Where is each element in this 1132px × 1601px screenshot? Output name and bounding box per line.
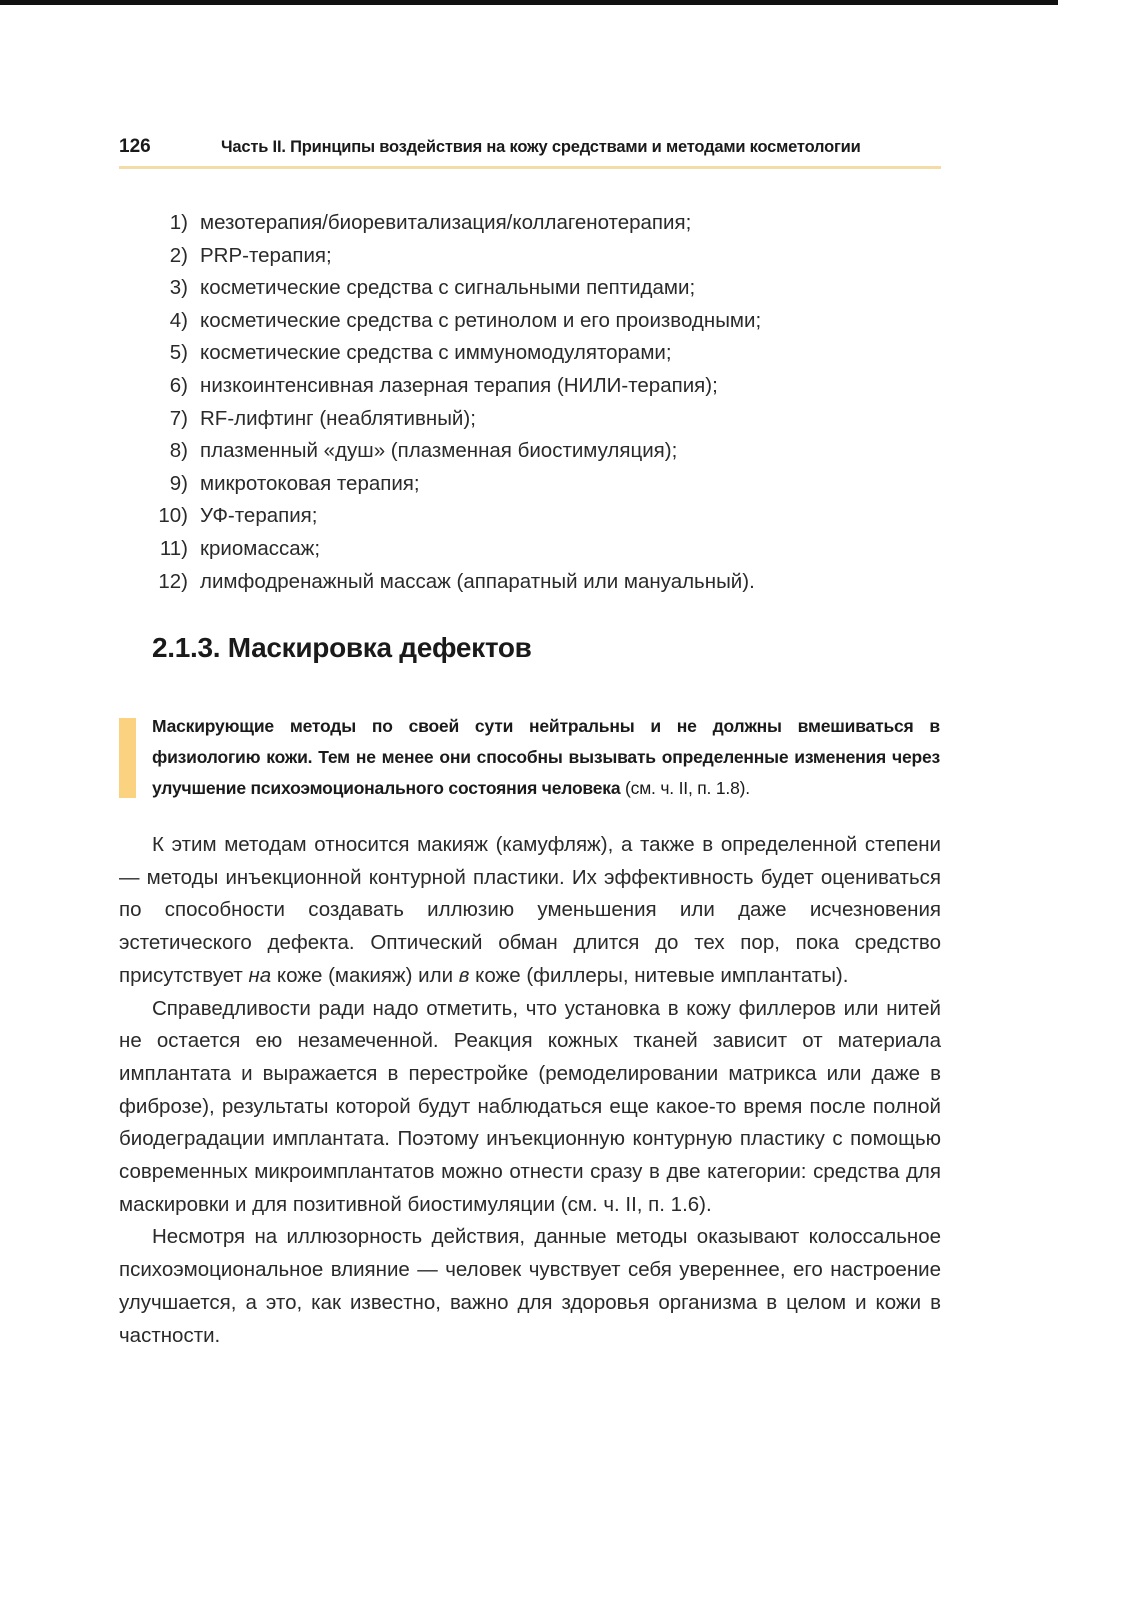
list-item — [140, 533, 761, 566]
paragraph: Справедливости ради надо отметить, что установка в кожу филлеров или нитей не остается ею незамеченной. Реакция кожных тканей зависит от материала имплантата и выражается в перестройке (ремоделировании матрикса или даже в фиброзе), результаты которой будут наблюдаться еще какое-то время после полной биодеградации имплантата. Поэтому инъекционную контурную пластику с помощью современных микроимплантатов можно отнести сразу в две категории: средства для маскировки и для позитивной биостимуляции (см. ч. II, п. 1.6). — [119, 996, 941, 1216]
paragraph-text: коже (макияж) или — [271, 963, 459, 987]
list-item-text: косметические средства с ретинолом и его производными; — [200, 308, 762, 332]
body-text — [119, 829, 941, 1352]
list-item — [140, 435, 761, 468]
list-item-number: 6) — [169, 373, 188, 397]
list-item — [140, 272, 761, 305]
list-item-text: косметические средства с сигнальными пептидами; — [200, 276, 696, 300]
list-item-number: 7) — [169, 406, 188, 430]
list-item-number: 4) — [169, 308, 188, 332]
list-item — [140, 337, 761, 370]
callout-reference: (см. ч. II, п. 1.8). — [620, 778, 750, 798]
methods-list — [140, 207, 761, 598]
list-item-number: 3) — [169, 276, 188, 300]
emphasis-text: на — [248, 963, 272, 987]
list-item-number: 5) — [169, 341, 188, 365]
callout-text — [152, 711, 940, 804]
list-item — [140, 240, 761, 273]
list-item — [140, 566, 761, 599]
list-item-number: 1) — [169, 211, 188, 234]
list-item — [140, 468, 761, 501]
list-item — [140, 207, 761, 240]
list-item — [140, 500, 761, 533]
list-item-text: лимфодренажный массаж (аппаратный или мануальный). — [200, 569, 755, 593]
list-item — [140, 403, 761, 436]
list-item-number: 11) — [159, 536, 188, 560]
paragraph: Несмотря на иллюзорность действия, данные методы оказывают колоссальное психоэмоциональное влияние — человек чувствует себя увереннее, его настроение улучшается, а это, как известно, важно для здоровья организма в целом и кожи в частности. — [119, 1225, 941, 1347]
page-number: 126 — [119, 136, 151, 157]
list-item-text: PRP-терапия; — [200, 243, 332, 267]
list-item-text: микротоковая терапия; — [200, 471, 420, 495]
running-header — [119, 132, 941, 168]
list-item-text: УФ-терапия; — [200, 504, 318, 528]
list-item-number: 2) — [169, 243, 188, 267]
paragraph-text: К этим методам относится макияж (камуфляж), а также в определенной степени — методы инъекционной контурной пластики. Их эффективность будет оцениваться по способности создавать иллюзию уменьшения или даже исчезновения эстетического дефекта. Оптический обман длится до тех пор, пока средство присутствует — [119, 833, 941, 987]
list-item — [140, 305, 761, 338]
list-item-text: криомассаж; — [200, 536, 321, 560]
list-item-text: низкоинтенсивная лазерная терапия (НИЛИ-терапия); — [200, 373, 718, 397]
callout-body: Маскирующие методы по своей сути нейтральны и не должны вмешиваться в физиологию кожи. Тем не менее они способны вызывать определенные изменения через улучшение психоэмоционального состояния человека — [152, 716, 940, 798]
list-item-text: мезотерапия/биоревитализация/коллагенотерапия; — [200, 211, 692, 234]
callout-accent-bar — [119, 718, 136, 798]
paragraph-text: коже (филлеры, нитевые имплантаты). — [469, 963, 849, 987]
list-item-text: RF-лифтинг (неаблятивный); — [200, 406, 476, 430]
paragraph — [119, 829, 941, 993]
list-item-number: 12) — [158, 569, 188, 593]
header-rule — [119, 166, 941, 169]
section-heading: 2.1.3. Маскировка дефектов — [152, 632, 532, 663]
emphasis-text: в — [458, 963, 470, 987]
top-edge-bar — [0, 0, 1058, 5]
list-item-number: 8) — [169, 439, 188, 463]
list-item-text: плазменный «душ» (плазменная биостимуляция); — [200, 439, 678, 463]
list-item-text: косметические средства с иммуномодуляторами; — [200, 341, 672, 365]
list-item-number: 10) — [158, 504, 188, 528]
running-title: Часть II. Принципы воздействия на кожу средствами и методами косметологии — [221, 138, 861, 156]
list-item — [140, 370, 761, 403]
list-item-number: 9) — [169, 471, 188, 495]
